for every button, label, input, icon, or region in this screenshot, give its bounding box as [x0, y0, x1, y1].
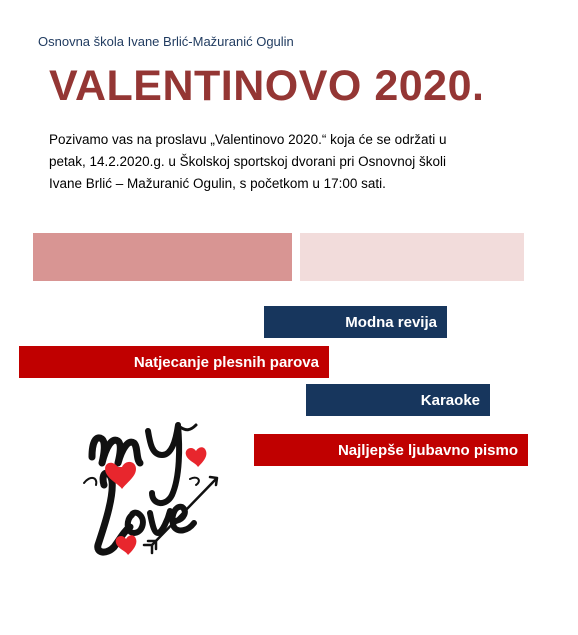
- event-label: Modna revija: [345, 313, 437, 331]
- event-bar-dance-competition: [19, 346, 329, 378]
- event-label: Najljepše ljubavno pismo: [337, 441, 518, 459]
- event-label: Karaoke: [420, 391, 480, 409]
- school-name: Osnovna škola Ivane Brlić-Mažuranić Ogulin: [38, 34, 294, 49]
- my-love-hearts-arrow-icon: [40, 387, 240, 577]
- invitation-text: Pozivamo vas na proslavu „Valentinovo 2020.“ koja će se održati u petak, 14.2.2020.g. u Školskoj sportskoj dvorani pri Osnovnoj školi Ivane Brlić – Mažuranić Ogulin, s početkom u 17:00 sati.: [49, 132, 447, 191]
- page-title: VALENTINOVO 2020.: [49, 62, 485, 110]
- my-love-illustration: [40, 387, 240, 577]
- event-bar-love-letter: [254, 434, 528, 466]
- event-bar-karaoke: [306, 384, 490, 416]
- decorative-band-left: [33, 233, 292, 281]
- event-bar-fashion-show: [264, 306, 447, 338]
- event-label: Natjecanje plesnih parova: [133, 353, 319, 371]
- decorative-band-right: [300, 233, 524, 281]
